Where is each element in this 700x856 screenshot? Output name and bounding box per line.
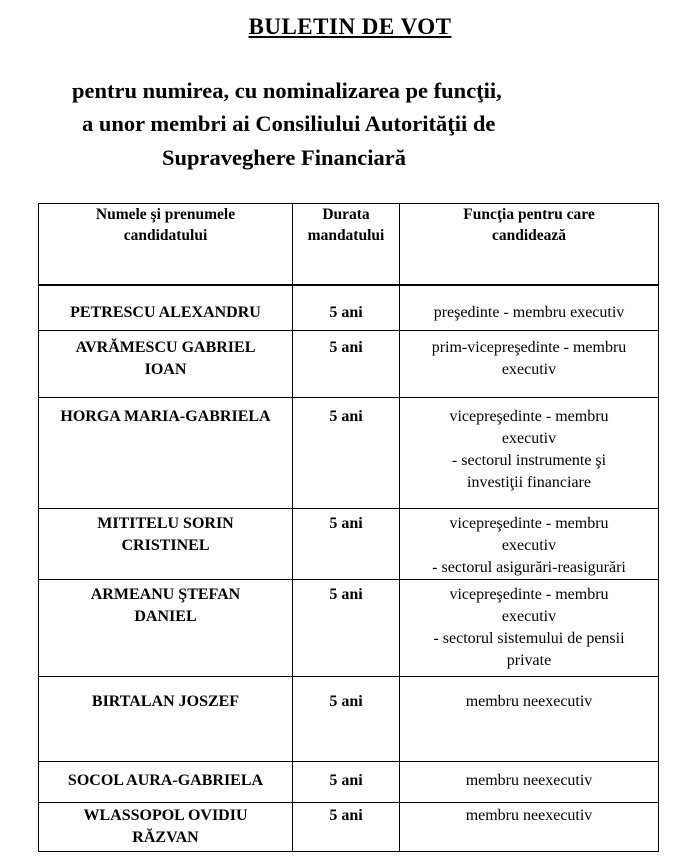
function-cell	[400, 677, 659, 762]
candidate-name: HORGA MARIA-GABRIELA	[60, 408, 271, 425]
candidate-row	[39, 803, 659, 852]
term-cell	[293, 580, 400, 677]
table-header-row	[39, 204, 659, 285]
header-term	[293, 204, 400, 285]
function-text: membru neexecutiv	[465, 693, 593, 710]
term-cell	[293, 398, 400, 509]
candidate-row	[39, 398, 659, 509]
term-value: 5 ani	[329, 772, 363, 789]
header-term-line: mandatului	[307, 227, 385, 244]
term-cell	[293, 331, 400, 398]
function-cell	[400, 509, 659, 580]
candidate-name: BIRTALAN JOSZEF	[91, 693, 240, 710]
header-function	[400, 204, 659, 285]
candidate-name-cell	[39, 803, 293, 852]
term-value: 5 ani	[329, 586, 363, 603]
candidate-name-cell	[39, 580, 293, 677]
function-text: membru neexecutiv	[465, 807, 593, 824]
function-text: - sectorul instrumente şi	[451, 452, 607, 469]
function-text: executiv	[501, 608, 557, 625]
function-text: vicepreşedinte - membru	[449, 515, 609, 532]
term-value: 5 ani	[329, 339, 363, 356]
header-function-line: candidează	[491, 227, 567, 244]
term-cell	[293, 509, 400, 580]
term-cell	[293, 803, 400, 852]
ballot-body	[39, 285, 659, 852]
candidate-name: RĂZVAN	[132, 829, 199, 846]
function-cell	[400, 331, 659, 398]
header-term-line: Durata	[322, 206, 370, 223]
candidate-name: DANIEL	[134, 608, 197, 625]
subtitle-line-1: pentru numirea, cu nominalizarea pe funcţii,	[72, 78, 502, 103]
candidate-name-cell	[39, 286, 293, 331]
candidate-name: PETRESCU ALEXANDRU	[70, 304, 261, 321]
header-name	[39, 204, 293, 285]
function-text: preşedinte - membru executiv	[433, 304, 625, 321]
term-value: 5 ani	[329, 693, 363, 710]
candidate-row	[39, 762, 659, 803]
term-cell	[293, 677, 400, 762]
function-text: - sectorul sistemului de pensii	[433, 630, 625, 647]
candidate-name: IOAN	[144, 361, 187, 378]
term-cell	[293, 762, 400, 803]
header-name-line: Numele şi prenumele	[95, 206, 236, 223]
candidate-name-cell	[39, 398, 293, 509]
candidate-row	[39, 677, 659, 762]
term-value: 5 ani	[329, 515, 363, 532]
ballot-table	[38, 203, 659, 852]
header-name-line: candidatului	[123, 227, 208, 244]
function-text: investiţii financiare	[467, 474, 591, 491]
function-cell	[400, 580, 659, 677]
function-cell	[400, 286, 659, 331]
function-cell	[400, 803, 659, 852]
function-cell	[400, 398, 659, 509]
candidate-name: ARMEANU ŞTEFAN	[90, 586, 241, 603]
function-text: executiv	[501, 361, 557, 378]
function-text: vicepreşedinte - membru	[449, 408, 609, 425]
function-text: vicepreşedinte - membru	[449, 586, 609, 603]
subtitle-line-2: a unor membri ai Consiliului Autorităţii de	[82, 111, 496, 136]
candidate-row	[39, 509, 659, 580]
function-text: membru neexecutiv	[465, 772, 593, 789]
term-value: 5 ani	[329, 807, 363, 824]
candidate-name: WLASSOPOL OVIDIU	[83, 807, 248, 824]
candidate-name-cell	[39, 331, 293, 398]
candidate-name-cell	[39, 762, 293, 803]
candidate-name: SOCOL AURA-GABRIELA	[67, 772, 264, 789]
candidate-name-cell	[39, 677, 293, 762]
candidate-name: AVRĂMESCU GABRIEL	[75, 339, 256, 356]
candidate-row	[39, 580, 659, 677]
function-cell	[400, 762, 659, 803]
function-text: private	[506, 652, 552, 669]
candidate-row	[39, 331, 659, 398]
function-text: prim-vicepreşedinte - membru	[431, 339, 627, 356]
term-cell	[293, 286, 400, 331]
candidate-name: CRISTINEL	[121, 537, 210, 554]
function-text: - sectorul asigurări-reasigurări	[432, 559, 626, 576]
header-function-line: Funcţia pentru care	[463, 206, 595, 223]
candidate-name-cell	[39, 509, 293, 580]
subtitle-line-3: Supraveghere Financiară	[162, 145, 406, 170]
function-text: executiv	[501, 430, 557, 447]
term-value: 5 ani	[329, 304, 363, 321]
document-title: BULETIN DE VOT	[248, 14, 452, 39]
function-text: executiv	[501, 537, 557, 554]
candidate-name: MITITELU SORIN	[97, 515, 234, 532]
candidate-row	[39, 286, 659, 331]
term-value: 5 ani	[329, 408, 363, 425]
